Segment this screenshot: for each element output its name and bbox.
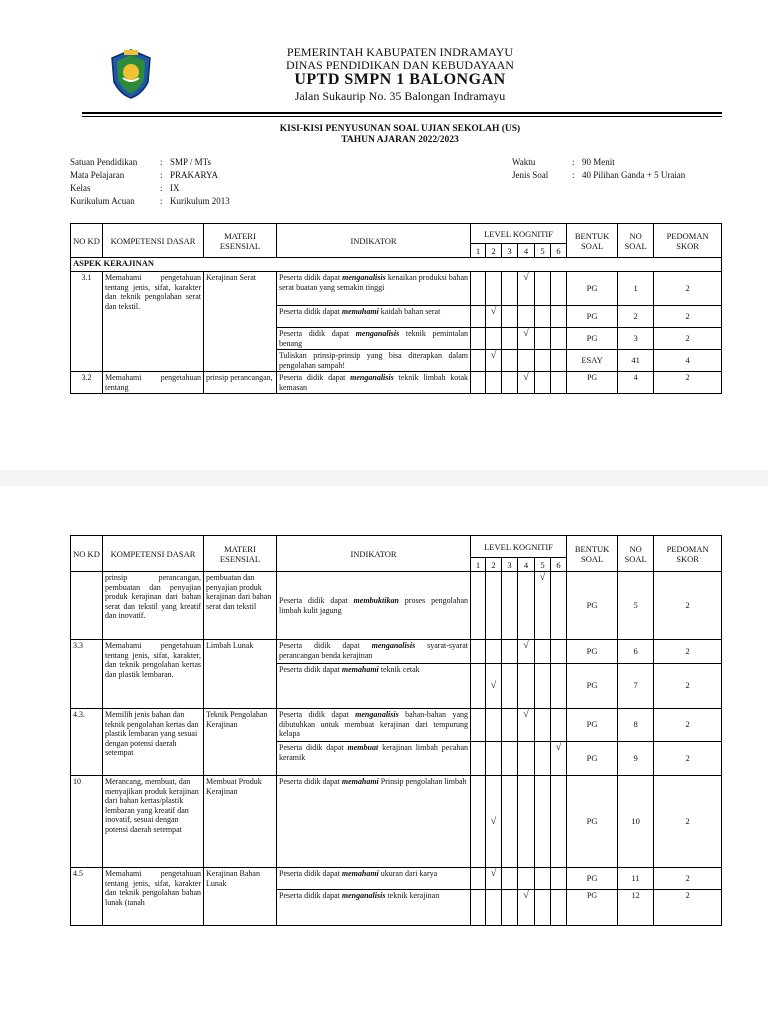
kd-number: 10	[71, 776, 103, 868]
skor: 2	[654, 328, 722, 350]
meta-value: PRAKARYA	[170, 170, 219, 180]
header-no-kd: NO KD	[71, 536, 103, 572]
level-check: √	[518, 372, 535, 394]
table-row	[71, 372, 722, 394]
bentuk-soal: PG	[567, 306, 618, 328]
meta-row: Mata Pelajaran : PRAKARYA	[70, 170, 219, 180]
indikator-text: Peserta didik dapat menganalisis kenaikan produksi bahan serat buatan yang semakin tinggi	[277, 272, 471, 306]
table-header-row	[71, 224, 722, 244]
meta-label: Waktu	[512, 157, 536, 167]
kd-number: 4.3.	[71, 709, 103, 776]
level-check: √	[486, 306, 502, 328]
skor: 2	[654, 776, 722, 868]
header-divider-thick	[82, 112, 722, 114]
skor: 2	[654, 306, 722, 328]
level-check: √	[518, 328, 535, 350]
no-soal: 3	[618, 328, 654, 350]
header-no-soal: NO SOAL	[618, 536, 654, 572]
level-4: 4	[518, 244, 535, 258]
bentuk-soal: PG	[567, 372, 618, 394]
bentuk-soal: PG	[567, 742, 618, 776]
indikator-text: Peserta didik dapat memahami ukuran dari karya	[277, 868, 471, 890]
no-soal: 10	[618, 776, 654, 868]
table-row	[71, 640, 722, 664]
level-6: 6	[551, 558, 567, 572]
level-5: 5	[535, 558, 551, 572]
indikator-text: Peserta didik dapat menganalisis bahan-bahan yang dibutuhkan untuk membuat kerajinan dari tempurung kelapa	[277, 709, 471, 742]
skor: 2	[654, 272, 722, 306]
school-address: Jalan Sukaurip No. 35 Balongan Indramayu	[294, 89, 506, 103]
kisi-kisi-table-page-1	[70, 223, 722, 394]
header-kompetensi-dasar: KOMPETENSI DASAR	[103, 224, 204, 258]
header-indikator: INDIKATOR	[277, 536, 471, 572]
level-2: 2	[486, 244, 502, 258]
header-materi: MATERI ESENSIAL	[204, 536, 277, 572]
level-6: 6	[551, 244, 567, 258]
kisi-kisi-table-page-2	[70, 535, 722, 926]
table-header-row	[71, 536, 722, 558]
materi-text: Kerajinan Bahan Lunak	[204, 868, 277, 926]
bentuk-soal: PG	[567, 890, 618, 926]
table-row	[71, 572, 722, 640]
skor: 2	[654, 572, 722, 640]
meta-value: 90 Menit	[582, 157, 615, 167]
level-1: 1	[471, 244, 486, 258]
header-bentuk-soal: BENTUK SOAL	[567, 536, 618, 572]
meta-value: Kurikulum 2013	[170, 196, 230, 206]
bentuk-soal: PG	[567, 709, 618, 742]
meta-label: Mata Pelajaran	[70, 170, 125, 180]
level-check: √	[518, 640, 535, 664]
no-soal: 6	[618, 640, 654, 664]
level-1: 1	[471, 558, 486, 572]
table-row	[71, 868, 722, 890]
level-check: √	[486, 868, 502, 890]
kd-text: Memilih jenis bahan dan teknik pengolahan kertas dan plastik lembaran yang sesuai dengan potensi daerah setempat	[103, 709, 204, 776]
school-name: UPTD SMPN 1 BALONGAN	[294, 71, 506, 88]
no-soal: 12	[618, 890, 654, 926]
document-title: KISI-KISI PENYUSUNAN SOAL UJIAN SEKOLAH (US)	[279, 124, 521, 134]
skor: 2	[654, 890, 722, 926]
header-pedoman-skor: PEDOMAN SKOR	[654, 224, 722, 258]
department-line: DINAS PENDIDIKAN DAN KEBUDAYAAN	[286, 58, 514, 72]
level-4: 4	[518, 558, 535, 572]
kd-number: 3.1	[71, 272, 103, 372]
kd-text: Memahami pengetahuan tentang jenis, sifat, karakter, dan teknik pengolahan kertas dan plastik lembaran.	[103, 640, 204, 709]
bentuk-soal: PG	[567, 664, 618, 709]
skor: 2	[654, 664, 722, 709]
bentuk-soal: PG	[567, 640, 618, 664]
materi-text: Teknik Pengolahan Kerajinan	[204, 709, 277, 776]
kd-text: prinsip perancangan, pembuatan dan penyajian produk kerajinan dari bahan serat dan tekstil yang kreatif dan inovatif.	[103, 572, 204, 640]
no-soal: 2	[618, 306, 654, 328]
level-check: √	[486, 664, 502, 709]
no-soal: 11	[618, 868, 654, 890]
skor: 2	[654, 709, 722, 742]
indikator-text: Peserta didik dapat menganalisis teknik kerajinan	[277, 890, 471, 926]
header-no-kd: NO KD	[71, 224, 103, 258]
bentuk-soal: PG	[567, 776, 618, 868]
header-indikator: INDIKATOR	[277, 224, 471, 258]
header-pedoman-skor: PEDOMAN SKOR	[654, 536, 722, 572]
level-check: √	[535, 572, 551, 640]
materi-text: prinsip perancangan,	[204, 372, 277, 394]
level-check: √	[518, 272, 535, 306]
meta-row: Kurikulum Acuan : Kurikulum 2013	[70, 196, 230, 206]
header-materi: MATERI ESENSIAL	[204, 224, 277, 258]
bentuk-soal: PG	[567, 328, 618, 350]
header-bentuk-soal: BENTUK SOAL	[567, 224, 618, 258]
kd-text: Memahami pengetahuan tentang jenis, sifat, karakter dan teknik pengolahan serat dan tekstil.	[103, 272, 204, 372]
no-soal: 9	[618, 742, 654, 776]
bentuk-soal: PG	[567, 572, 618, 640]
indikator-text: Peserta didik dapat membuktikan proses pengolahan limbah kulit jagung	[277, 572, 471, 640]
skor: 4	[654, 350, 722, 372]
skor: 2	[654, 868, 722, 890]
meta-row: Kelas : IX	[70, 183, 180, 193]
level-check: √	[486, 776, 502, 868]
meta-label: Kelas	[70, 183, 91, 193]
header-kompetensi-dasar: KOMPETENSI DASAR	[103, 536, 204, 572]
kd-text: Memahami pengetahuan tentang jenis, sifat, karakter dan teknik pengolahan bahan lunak (tanah	[103, 868, 204, 926]
no-soal: 4	[618, 372, 654, 394]
level-3: 3	[502, 244, 518, 258]
level-check: √	[551, 742, 567, 776]
no-soal: 1	[618, 272, 654, 306]
skor: 2	[654, 372, 722, 394]
meta-row: Waktu : 90 Menit	[512, 157, 615, 167]
meta-row: Satuan Pendidikan : SMP / MTs	[70, 157, 212, 167]
indikator-text: Peserta didik dapat menganalisis teknik limbah kotak kemasan	[277, 372, 471, 394]
section-title: ASPEK KERAJINAN	[71, 258, 722, 272]
indikator-text: Peserta didik dapat memahami Prinsip pengolahan limbah	[277, 776, 471, 868]
section-row	[71, 258, 722, 272]
meta-value: SMP / MTs	[170, 157, 212, 167]
meta-label: Satuan Pendidikan	[70, 157, 138, 167]
level-2: 2	[486, 558, 502, 572]
meta-value: 40 Pilihan Ganda + 5 Uraian	[582, 170, 686, 180]
meta-row: Jenis Soal : 40 Pilihan Ganda + 5 Uraian	[512, 170, 686, 180]
meta-label: Kurikulum Acuan	[70, 196, 135, 206]
bentuk-soal: ESAY	[567, 350, 618, 372]
table-row	[71, 776, 722, 868]
meta-right	[512, 156, 685, 182]
kd-text: Memahami pengetahuan tentang	[103, 372, 204, 394]
kd-number	[71, 572, 103, 640]
level-3: 3	[502, 558, 518, 572]
meta-label: Jenis Soal	[512, 170, 549, 180]
header-no-soal: NO SOAL	[618, 224, 654, 258]
no-soal: 41	[618, 350, 654, 372]
kd-text: Merancang, membuat, dan menyajikan produk kerajinan dari bahan kertas/plastik lembaran yang kreatif dan inovatif, sesuai dengan potensi daerah setempat	[103, 776, 204, 868]
level-check: √	[486, 350, 502, 372]
level-check: √	[518, 890, 535, 926]
no-soal: 5	[618, 572, 654, 640]
indikator-text: Peserta didik dapat memahami kaidah bahan serat	[277, 306, 471, 328]
kd-number: 3.2	[71, 372, 103, 394]
indikator-text: Peserta didik dapat membuat kerajinan limbah pecahan keramik	[277, 742, 471, 776]
header-level-kognitif: LEVEL KOGNITIF	[471, 536, 567, 558]
bentuk-soal: PG	[567, 868, 618, 890]
header-level-kognitif: LEVEL KOGNITIF	[471, 224, 567, 244]
skor: 2	[654, 742, 722, 776]
academic-year: TAHUN AJARAN 2022/2023	[341, 135, 459, 145]
bentuk-soal: PG	[567, 272, 618, 306]
government-line: PEMERINTAH KABUPATEN INDRAMAYU	[286, 45, 514, 59]
table-row	[71, 272, 722, 306]
document-page-2	[0, 486, 768, 1024]
materi-text: Membuat Produk Kerajinan	[204, 776, 277, 868]
indikator-text: Peserta didik dapat menganalisis teknik pemintalan benang	[277, 328, 471, 350]
materi-text: pembuatan dan penyajian produk kerajinan dari bahan serat dan tekstil	[204, 572, 277, 640]
level-5: 5	[535, 244, 551, 258]
no-soal: 8	[618, 709, 654, 742]
table-row	[71, 709, 722, 742]
document-page-1	[0, 0, 768, 470]
indramayu-regency-logo	[110, 48, 152, 100]
meta-value: IX	[170, 183, 180, 193]
materi-text: Kerajinan Serat	[204, 272, 277, 372]
level-check: √	[518, 709, 535, 742]
indikator-text: Peserta didik dapat menganalisis syarat-syarat perancangan benda kerajinan	[277, 640, 471, 664]
skor: 2	[654, 640, 722, 664]
kd-number: 3.3	[71, 640, 103, 709]
kd-number: 4.5	[71, 868, 103, 926]
materi-text: Limbah Lunak	[204, 640, 277, 709]
indikator-text: Tuliskan prinsip-prinsip yang bisa diterapkan dalam pengolahan sampah!	[277, 350, 471, 372]
meta-left	[70, 156, 230, 208]
header-divider-thin	[82, 116, 722, 117]
indikator-text: Peserta didik dapat memahami teknik cetak	[277, 664, 471, 709]
no-soal: 7	[618, 664, 654, 709]
